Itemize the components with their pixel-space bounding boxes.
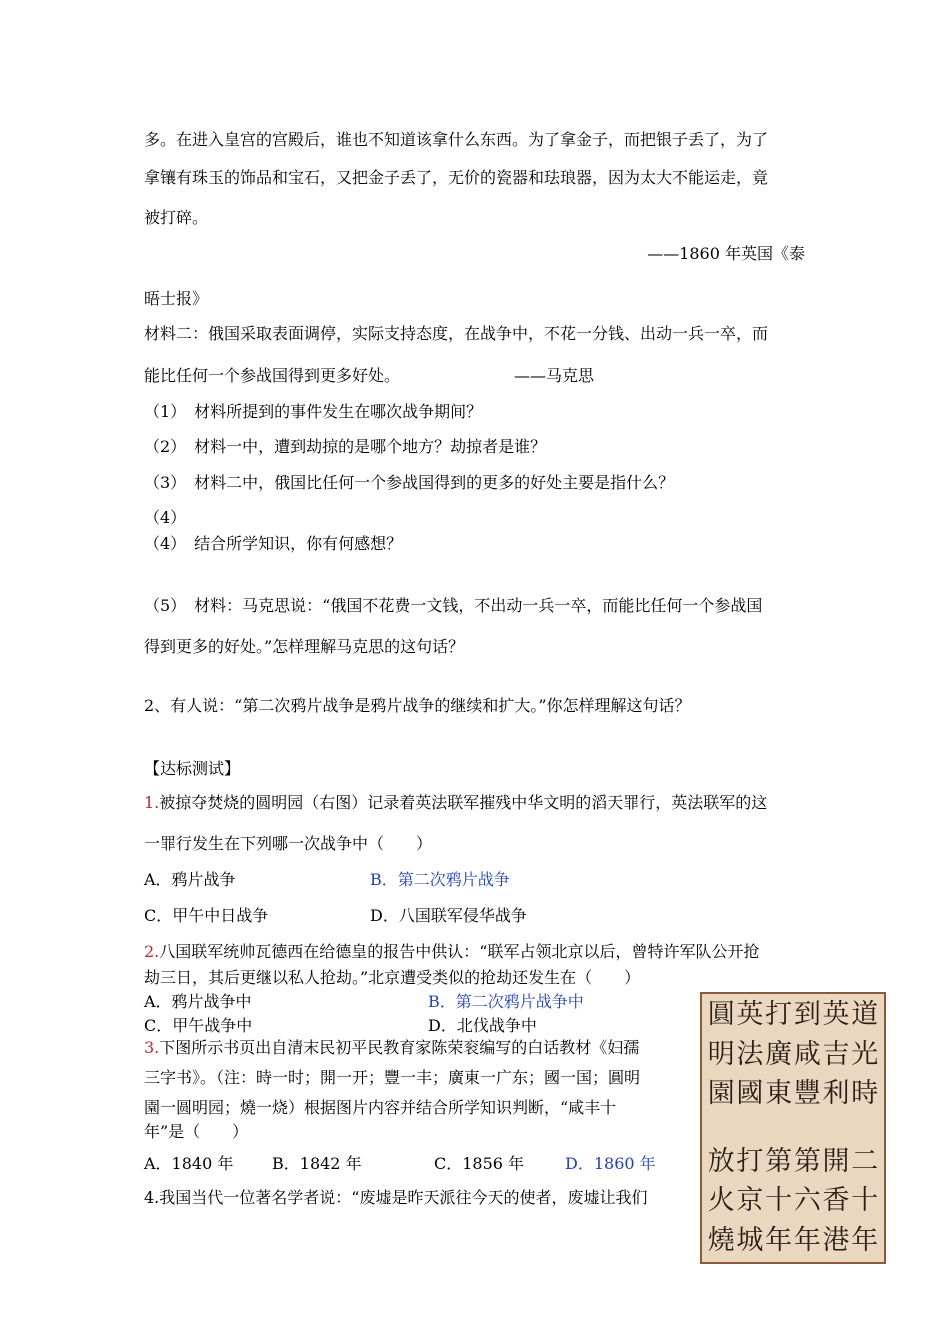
- test-1-line1: [144, 793, 767, 813]
- book-char: 京: [736, 1185, 764, 1217]
- book-char: 年: [793, 1224, 821, 1256]
- material1-line3: 被打碎。: [144, 208, 209, 227]
- book-char: 明: [707, 1038, 735, 1070]
- book-char: 燒: [707, 1224, 735, 1256]
- test-2-number: 2.: [144, 942, 160, 961]
- test-1-number: 1.: [144, 793, 160, 812]
- question-1: （1） 材料所提到的事件发生在哪次战争期间？: [144, 402, 483, 421]
- book-column-4: [794, 1000, 821, 1256]
- book-char: 英: [736, 999, 764, 1030]
- test-1-text: 被掠夺焚烧的圆明园（右图）记录着英法联军摧残中华文明的滔天罪行，英法联军的这: [159, 793, 768, 812]
- test-2-line1: [144, 942, 759, 962]
- test-1-option-b: B．第二次鸦片战争: [370, 870, 510, 889]
- test-2-option-c: C．甲午战争中: [144, 1016, 253, 1035]
- book-char: 十: [851, 1185, 879, 1217]
- test-3-option-a: A．1840 年: [144, 1154, 234, 1173]
- book-char: 城: [736, 1224, 764, 1256]
- test-3-text: 下图所示书页出自清末民初平民教育家陈荣衮编写的白话教材《妇孺: [159, 1038, 640, 1057]
- test-3-number: 3.: [144, 1038, 160, 1057]
- book-char: 開: [822, 1145, 850, 1177]
- question-5-line2: 得到更多的好处。”怎样理解马克思的这句话？: [144, 637, 465, 656]
- book-char: 年: [765, 1224, 793, 1256]
- book-char: 咸: [793, 1038, 821, 1070]
- book-char: 園: [707, 1078, 735, 1110]
- test-1-line2: 一罪行发生在下列哪一次战争中（ ）: [144, 834, 433, 853]
- test-2-option-d: D．北伐战争中: [428, 1016, 537, 1035]
- book-column-1: [708, 1000, 735, 1256]
- material1-source: ——1860 年英国《泰: [647, 244, 805, 263]
- book-char: 國: [736, 1078, 764, 1110]
- book-char: 東: [765, 1078, 793, 1110]
- test-3-line1: [144, 1038, 639, 1058]
- book-char: 香: [822, 1185, 850, 1217]
- test-2-option-b: B．第二次鸦片战争中: [428, 992, 584, 1011]
- test-heading: 【达标测试】: [144, 759, 241, 778]
- book-char: 港: [822, 1224, 850, 1256]
- book-char: 豐: [793, 1078, 821, 1110]
- test-3-option-d: D．1860 年: [565, 1154, 656, 1173]
- book-char: 到: [793, 999, 821, 1030]
- book-column-3: [765, 1000, 792, 1256]
- book-char: 利: [822, 1078, 850, 1110]
- book-char: 打: [736, 1145, 764, 1177]
- test-4-line1: 4.我国当代一位著名学者说：“废墟是昨天派往今天的使者，废墟让我们: [144, 1188, 648, 1207]
- question-2-main: 2、有人说：“第二次鸦片战争是鸦片战争的继续和扩大。”你怎样理解这句话？: [144, 696, 691, 715]
- material1-line1: 多。在进入皇宫的宫殿后，谁也不知道该拿什么东西。为了拿金子，而把银子丢了，为了: [144, 130, 769, 149]
- material2-source: ——马克思: [514, 366, 595, 385]
- book-char: 六: [793, 1185, 821, 1217]
- test-3-line3: 園一圆明园；燒一烧）根据图片内容并结合所学知识判断，“咸丰十: [144, 1098, 617, 1117]
- test-3-option-b: B．1842 年: [272, 1154, 362, 1173]
- test-3-option-c: C．1856 年: [434, 1154, 525, 1173]
- question-4-number: （4）: [144, 508, 187, 527]
- book-page-image: [700, 992, 886, 1264]
- material2-line1: 材料二：俄国采取表面调停，实际支持态度，在战争中，不花一分钱、出动一兵一卒，而: [144, 324, 769, 343]
- book-char: 廣: [765, 1038, 793, 1070]
- book-char: 年: [851, 1224, 879, 1256]
- test-1-option-d: D．八国联军侵华战争: [370, 906, 527, 925]
- book-column-2: [736, 1000, 763, 1256]
- book-char: 法: [736, 1038, 764, 1070]
- test-3-line2: 三字书》。（注：時一时；開一开；豐一丰；廣東一广东；國一国；圓明: [144, 1068, 641, 1087]
- book-column-5: [823, 1000, 850, 1256]
- test-2-text: 八国联军统帅瓦德西在给德皇的报告中供认：“联军占领北京以后，曾特许军队公开抢: [159, 942, 760, 961]
- book-char: 光: [851, 1038, 879, 1070]
- question-5-line1: （5） 材料：马克思说：“俄国不花费一文钱，不出动一兵一卒，而能比任何一个参战国: [144, 596, 763, 615]
- test-2-option-a: A．鸦片战争中: [144, 992, 252, 1011]
- material2-line2: 能比任何一个参战国得到更多好处。: [144, 366, 401, 385]
- question-3: （3） 材料二中，俄国比任何一个参战国得到的更多的好处主要是指什么？: [144, 473, 675, 492]
- test-1-option-c: C．甲午中日战争: [144, 906, 269, 925]
- book-char: 吉: [822, 1038, 850, 1070]
- book-char: 放: [707, 1145, 735, 1177]
- test-2-line2: 劫三日，其后更继以私人抢劫。”北京遭受类似的抢劫还发生在（ ）: [144, 968, 641, 987]
- book-char: 圓: [707, 999, 735, 1030]
- book-char: 十: [765, 1185, 793, 1217]
- test-3-line4: 年”是（ ）: [144, 1122, 249, 1141]
- test-1-option-a: A．鸦片战争: [144, 870, 236, 889]
- material1-line2: 拿镶有珠玉的饰品和宝石，又把金子丢了，无价的瓷器和珐琅器，因为太大不能运走，竟: [144, 168, 769, 187]
- book-char: 二: [851, 1145, 879, 1177]
- question-2: （2） 材料一中，遭到劫掠的是哪个地方？劫掠者是谁？: [144, 437, 547, 456]
- book-char: 道: [851, 999, 879, 1030]
- book-column-6: [851, 1000, 878, 1256]
- book-char: 第: [793, 1145, 821, 1177]
- book-char: 時: [851, 1078, 879, 1110]
- material1-source-cont: 晤士报》: [144, 289, 209, 308]
- book-char: 第: [765, 1145, 793, 1177]
- book-char: 打: [765, 999, 793, 1030]
- book-char: 英: [822, 999, 850, 1030]
- book-char: 火: [707, 1185, 735, 1217]
- question-4: （4） 结合所学知识，你有何感想？: [144, 534, 403, 553]
